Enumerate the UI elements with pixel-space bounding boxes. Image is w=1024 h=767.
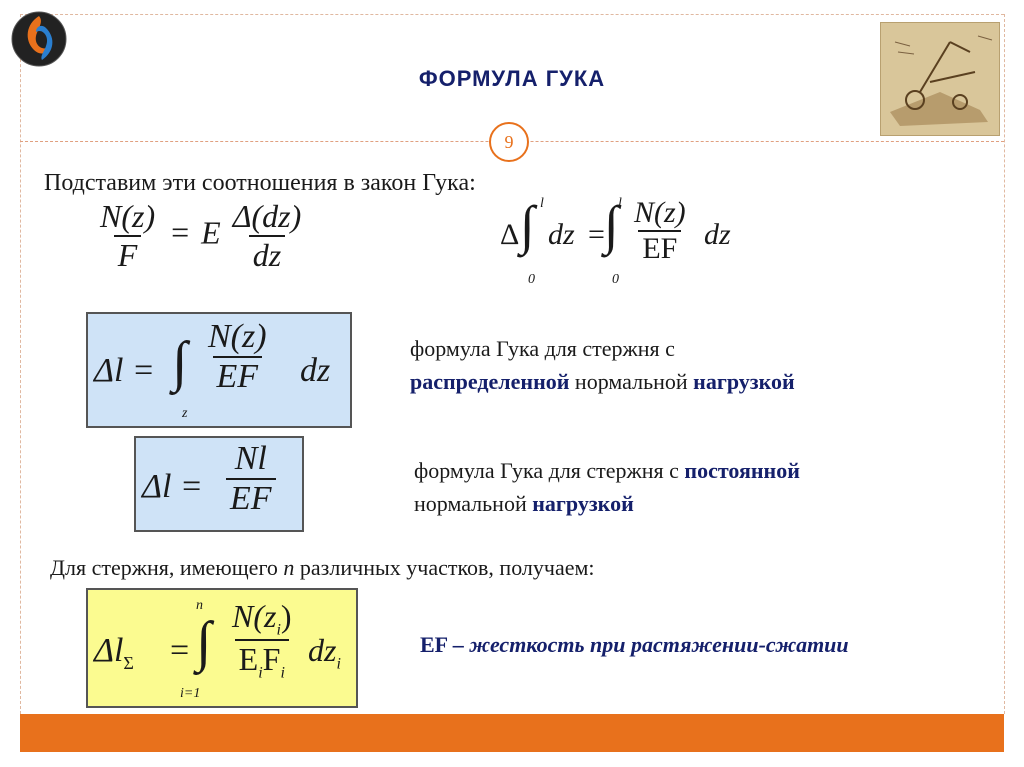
plain-text: Для стержня, имеющего — [50, 555, 284, 580]
delta-l: Δl — [94, 632, 124, 669]
symbol-n: n — [283, 555, 295, 580]
formula-box-sections — [86, 588, 358, 708]
footer-bar — [20, 714, 1004, 752]
text: N(z — [232, 598, 277, 634]
intro-text: Подставим эти соотношения в закон Гука: — [44, 170, 476, 196]
delta-symbol: Δ — [500, 218, 520, 251]
frame-left-border — [20, 14, 21, 714]
frame-top-border — [20, 14, 1004, 15]
plain-text: формула Гука для стержня с — [414, 458, 685, 483]
slide-title: ФОРМУЛА ГУКА — [418, 66, 606, 91]
text: ) — [280, 598, 292, 634]
integral-lower-limit: i=1 — [180, 686, 201, 701]
equals-sign: = — [170, 632, 190, 669]
equation-integral-substitution — [500, 196, 760, 292]
fraction-nz-ef — [630, 196, 690, 266]
subscript-i: i — [336, 655, 341, 673]
highlight-load: нагрузкой — [532, 491, 634, 516]
sections-text — [50, 555, 595, 581]
integral-sign: ∫ — [172, 331, 188, 393]
integral-sign: ∫ — [604, 195, 619, 255]
differential-dzi — [308, 632, 341, 673]
integral-lower-limit: 0 — [612, 272, 619, 287]
fraction-numerator: N(z) — [208, 318, 267, 355]
subscript-i: i — [258, 664, 263, 682]
description-constant-line2 — [414, 491, 634, 517]
fraction-numerator: N(z) — [634, 196, 686, 229]
plain-text: различных участков, получаем: — [294, 555, 595, 580]
integral-lower-limit: z — [182, 406, 188, 421]
text: F — [262, 641, 281, 678]
fraction-ddz-dz — [229, 198, 306, 274]
fraction-denominator: EF — [638, 230, 681, 266]
formula-box-constant — [134, 436, 304, 532]
plain-text: нормальной — [569, 369, 694, 394]
formula-lhs — [94, 632, 134, 674]
fraction-nz-f — [96, 198, 159, 274]
fraction-numerator: Nl — [234, 440, 267, 477]
fraction-numerator: N(z) — [100, 198, 156, 234]
text: dz — [308, 632, 337, 668]
symbol-ef: EF — [420, 632, 448, 657]
equation-hooke-substitution — [96, 198, 305, 274]
subscript-sigma: Σ — [123, 652, 134, 673]
formula-lhs: Δl = — [94, 352, 155, 389]
subscript-i: i — [280, 664, 285, 682]
fraction-denominator: F — [114, 235, 142, 274]
subscript-i: i — [276, 621, 281, 639]
fraction-nl-ef — [226, 440, 276, 518]
symbol-e: E — [201, 214, 221, 251]
highlight-load: нагрузкой — [693, 369, 795, 394]
formula-box-distributed — [86, 312, 352, 428]
fraction-denominator — [235, 639, 289, 682]
fraction-denominator: EF — [226, 478, 276, 518]
integral-sign: ∫ — [520, 195, 535, 255]
highlight-constant: постоянной — [684, 458, 800, 483]
highlight-distributed: распределенной — [410, 369, 570, 394]
stiffness-definition — [420, 632, 849, 658]
integral-upper-limit: l — [618, 196, 622, 211]
integral-upper-limit: n — [196, 598, 203, 613]
fraction-denominator: dz — [249, 235, 285, 274]
integral-sign: ∫ — [196, 611, 212, 673]
integral-lower-limit: 0 — [528, 272, 535, 287]
description-distributed-line1: формула Гука для стержня с — [410, 336, 675, 361]
formula-lhs: Δl = — [142, 468, 203, 505]
dash: – — [447, 632, 470, 657]
fraction-numerator — [228, 598, 296, 639]
stiffness-description: жесткость при растяжении-сжатии — [469, 632, 849, 657]
differential-dz: dz — [300, 352, 331, 389]
logo-icon — [10, 10, 68, 68]
fraction-nz-ef — [204, 318, 271, 396]
equals-sign: = — [588, 218, 605, 251]
description-distributed-line2 — [410, 369, 795, 395]
differential-dz: dz — [704, 218, 731, 251]
plain-text: нормальной — [414, 491, 533, 516]
text: E — [238, 641, 259, 678]
fraction-denominator: EF — [213, 356, 263, 396]
page-number-badge: 9 — [489, 122, 529, 162]
frame-right-border — [1004, 14, 1005, 714]
description-constant-line1 — [414, 458, 800, 484]
fraction-numerator: Δ(dz) — [232, 198, 302, 234]
fraction-nzi-eifi — [228, 598, 296, 683]
integral-upper-limit: l — [540, 196, 544, 211]
differential-dz: dz — [548, 218, 575, 251]
equals-sign: = — [171, 214, 190, 251]
